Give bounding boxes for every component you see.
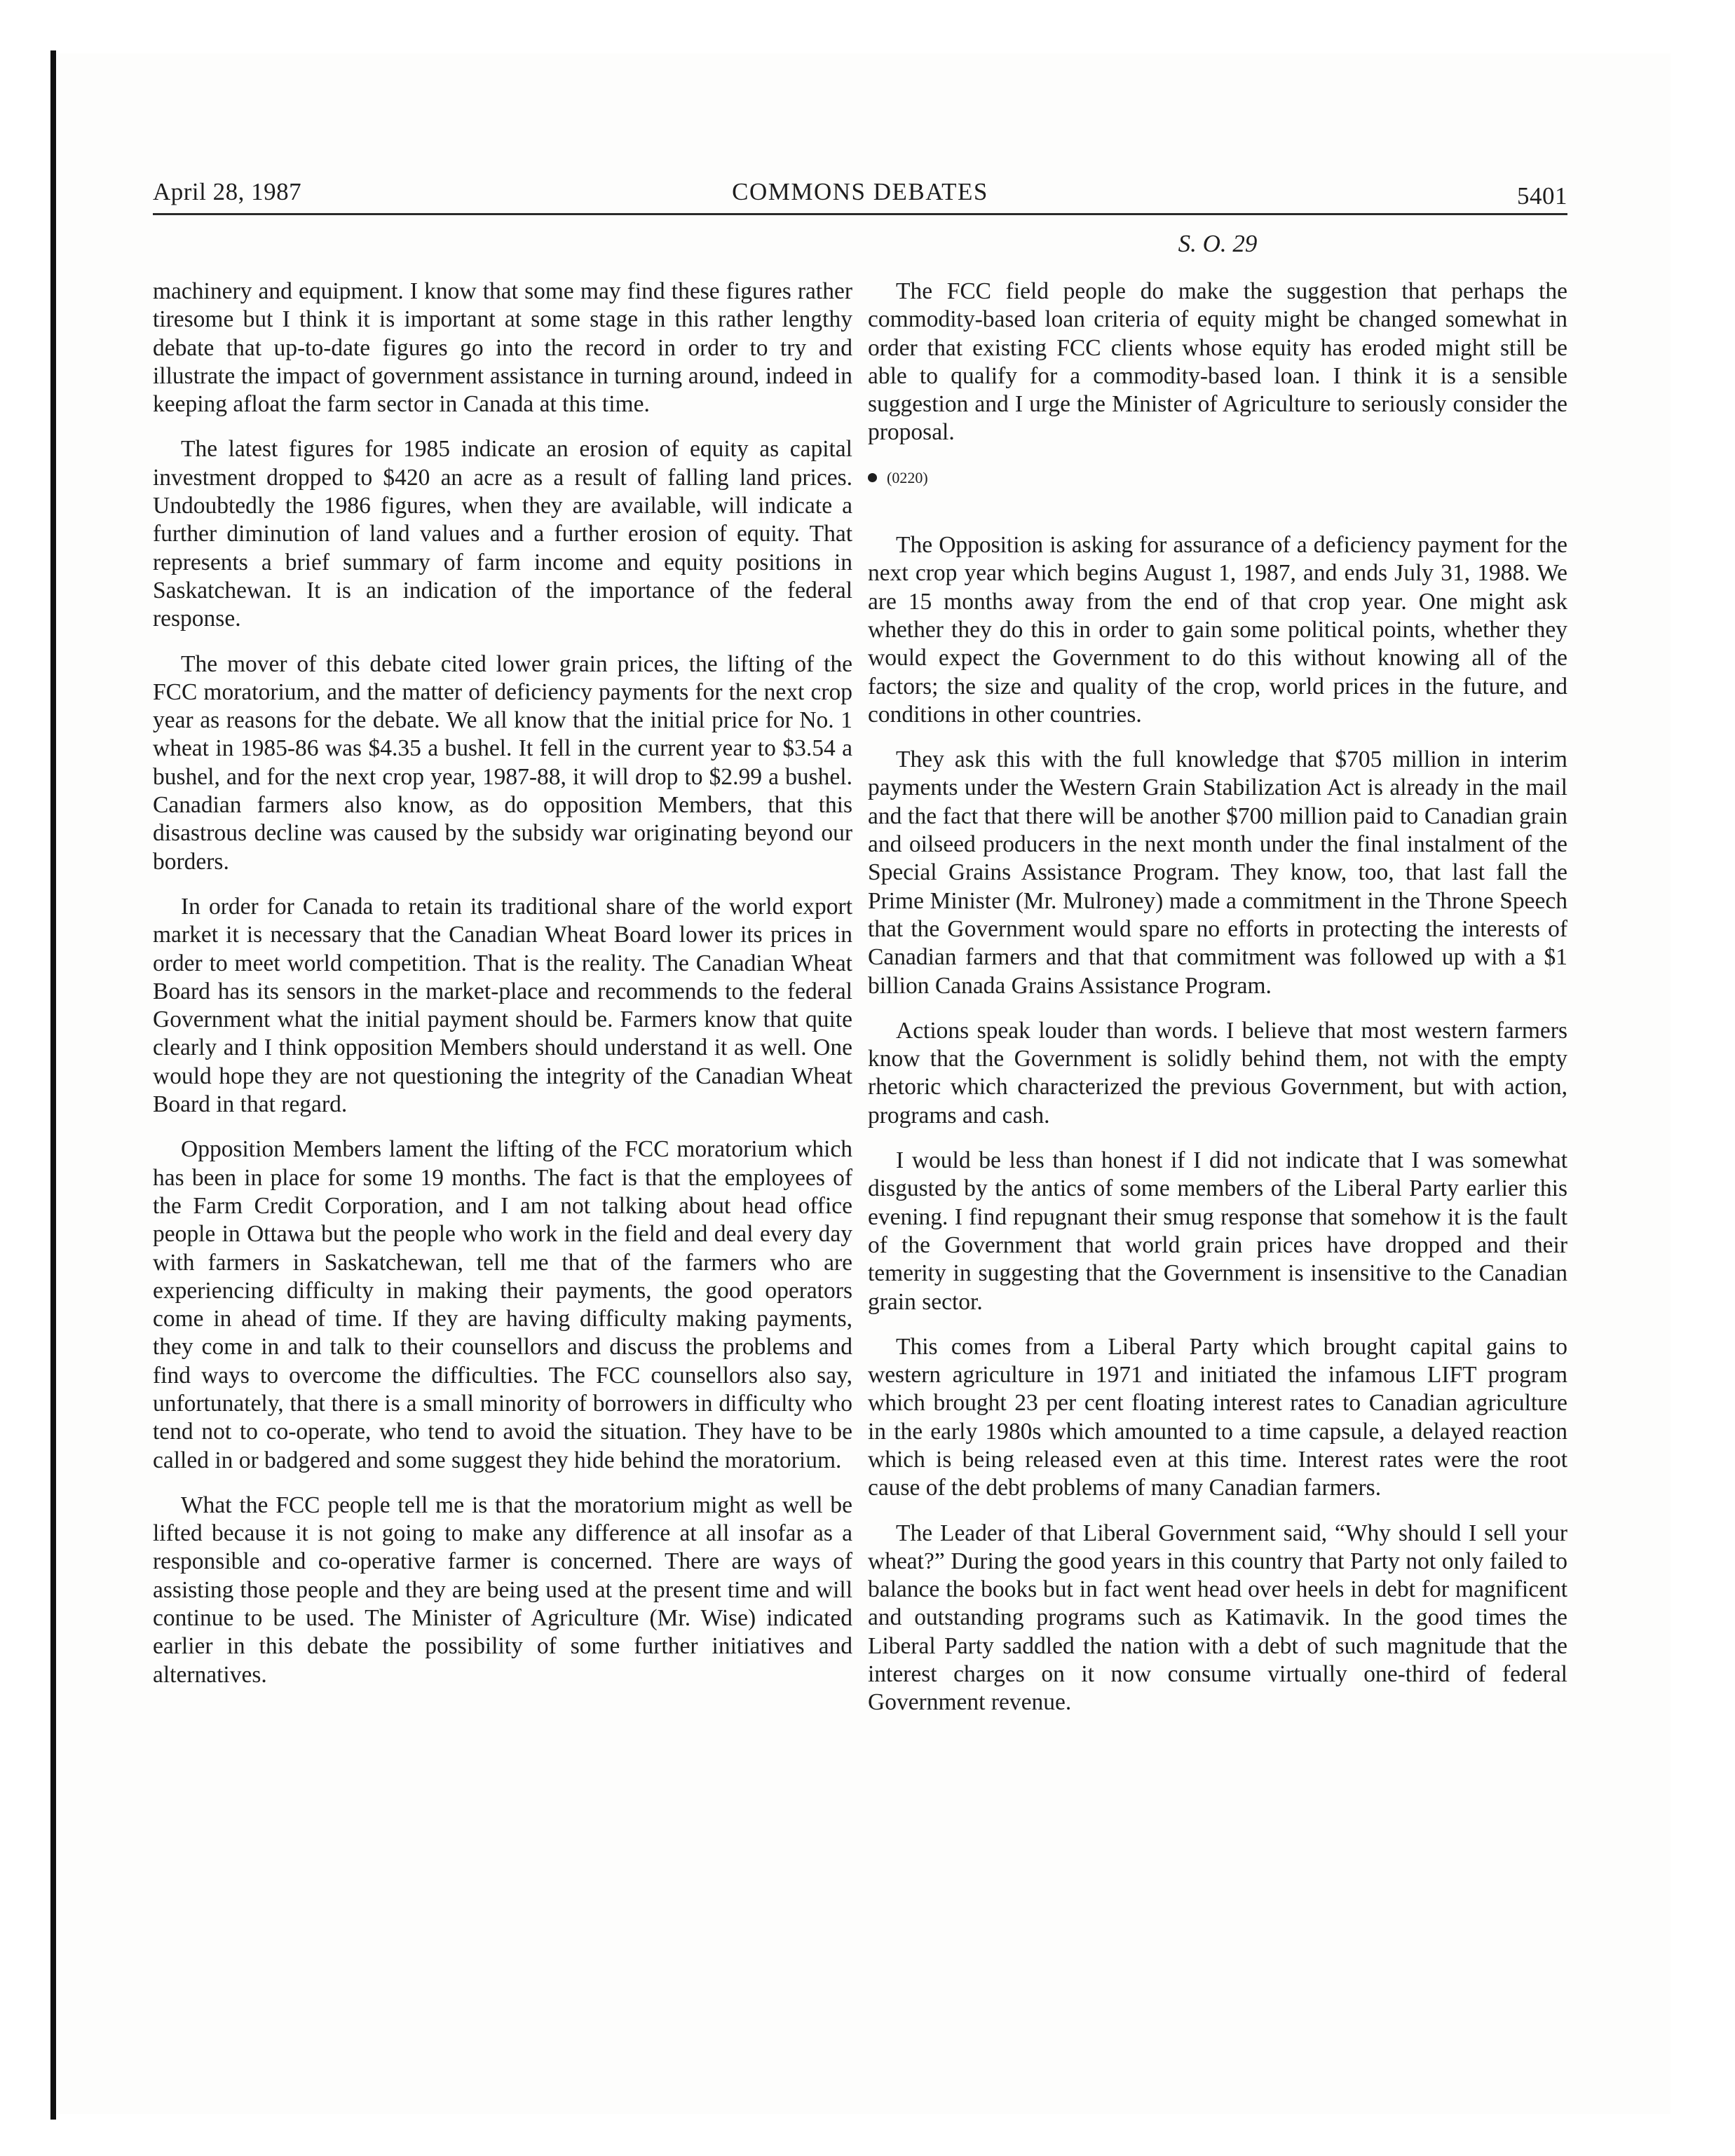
- bullet-icon: [868, 473, 877, 482]
- paragraph: In order for Canada to retain its traditional share of the world export market it is necessary that the Canadian Wheat Board lower its prices in order to meet world competition. That is the reality. The Canadian Wheat Board has its sensors in the market-place and recommends to the federal Government what the initial payment should be. Farmers know that quite clearly and I think opposition Members should understand it as well. One would hope they are not questioning the integrity of the Canadian Wheat Board in that regard.: [153, 893, 852, 1118]
- time-marker-label: (0220): [887, 468, 928, 486]
- paragraph: The FCC field people do make the suggestion that perhaps the commodity-based loan criteria of equity might be changed somewhat in order that existing FCC clients whose equity has eroded might still be able to qualify for a commodity-based loan. I think it is a sensible suggestion and I urge the Minister of Agriculture to seriously consider the proposal.: [868, 278, 1567, 446]
- section-tag: S. O. 29: [1178, 230, 1258, 257]
- paragraph: The latest figures for 1985 indicate an erosion of equity as capital investment dropped to $420 an acre as a result of falling land prices. Undoubtedly the 1986 figures, when they are available, will indicate a further diminution of land values and a further erosion of equity. That represents a brief summary of farm income and equity positions in Saskatchewan. It is an indication of the importance of the federal response.: [153, 436, 852, 632]
- header-page-number: 5401: [1517, 182, 1567, 210]
- paragraph: What the FCC people tell me is that the moratorium might as well be lifted because it is not going to make any difference at all insofar as a responsible and co-operative farmer is concerned. There are ways of assisting those people and they are being used at the present time and will continue to be used. The Minister of Agriculture (Mr. Wise) indicated earlier in this debate the possibility of some further initiatives and alternatives.: [153, 1492, 852, 1688]
- paragraph: I would be less than honest if I did not indicate that I was somewhat disgusted by the antics of some members of the Liberal Party earlier this evening. I find repugnant their smug response that somehow it is the fault of the Government that world grain prices have dropped and their temerity in suggesting that the Government is insensitive to the Canadian grain sector.: [868, 1147, 1567, 1315]
- time-marker: [868, 464, 1567, 492]
- page-header: [153, 178, 1567, 215]
- paragraph: Actions speak louder than words. I believe that most western farmers know that the Government is solidly behind them, not with the empty rhetoric which characterized the previous Government, but with action, programs and cash.: [868, 1017, 1567, 1128]
- header-date: April 28, 1987: [153, 178, 302, 205]
- paragraph: This comes from a Liberal Party which brought capital gains to western agriculture in 1971 and initiated the infamous LIFT program which brought 23 per cent floating interest rates to Canadian agriculture in the early 1980s which amounted to a time capsule, a delayed reaction which is being released even at this time. Interest rates were the root cause of the debt problems of many Canadian farmers.: [868, 1333, 1567, 1501]
- binding-edge: [50, 50, 56, 2120]
- paragraph: The mover of this debate cited lower grain prices, the lifting of the FCC moratorium, and the matter of deficiency payments for the next crop year as reasons for the debate. We all know that the initial price for No. 1 wheat in 1985-86 was $4.35 a bushel. It fell in the current year to $3.54 a bushel, and for the next crop year, 1987-88, it will drop to $2.99 a bushel. Canadian farmers also know, as do opposition Members, that this disastrous decline was caused by the subsidy war originating beyond our borders.: [153, 650, 852, 875]
- paragraph: The Opposition is asking for assurance of a deficiency payment for the next crop year which begins August 1, 1987, and ends July 31, 1988. We are 15 months away from the end of that crop year. One might ask whether they do this in order to gain some political points, whether they would expect the Government to do this without knowing all of the factors; the size and quality of the crop, world prices in the future, and conditions in other countries.: [868, 532, 1567, 728]
- right-column: [868, 278, 1567, 1734]
- paragraph: The Leader of that Liberal Government said, “Why should I sell your wheat?” During the good years in this country that Party not only failed to balance the books but in fact went head over heels in debt for magnificent and outstanding programs such as Katimavik. In the good times the Liberal Party saddled the nation with a debt of such magnitude that the interest charges on it now consume virtually one-third of federal Government revenue.: [868, 1520, 1567, 1716]
- header-title: COMMONS DEBATES: [732, 178, 988, 205]
- paragraph: Opposition Members lament the lifting of the FCC moratorium which has been in place for some 19 months. The fact is that the employees of the Farm Credit Corporation, and I am not talking about head office people in Ottawa but the people who work in the field and deal every day with farmers in Saskatchewan, tell me that of the farmers who are experiencing difficulty in making their payments, the good operators come in ahead of time. If they are having difficulty making payments, they come in and talk to their counsellors and discuss the problems and find ways to overcome the difficulties. The FCC counsellors also say, unfortunately, that there is a small minority of borrowers in difficulty who tend not to co-operate, who tend to avoid the situation. They have to be called in or badgered and some suggest they hide behind the moratorium.: [153, 1136, 852, 1473]
- left-column: [153, 278, 852, 1706]
- paragraph: They ask this with the full knowledge that $705 million in interim payments under the Western Grain Stabilization Act is already in the mail and the fact that there will be another $700 million paid to Canadian grain and oilseed producers in the next month under the final instalment of the Special Grains Assistance Program. They know, too, that last fall the Prime Minister (Mr. Mulroney) made a commitment in the Throne Speech that the Government would spare no efforts in protecting the interests of Canadian farmers and that that commitment was followed up with a $1 billion Canada Grains Assistance Program.: [868, 746, 1567, 999]
- paragraph: machinery and equipment. I know that some may find these figures rather tiresome but I think it is important at some stage in this rather lengthy debate that up-to-date figures go into the record in order to try and illustrate the impact of government assistance in turning around, indeed in keeping afloat the farm sector in Canada at this time.: [153, 278, 852, 418]
